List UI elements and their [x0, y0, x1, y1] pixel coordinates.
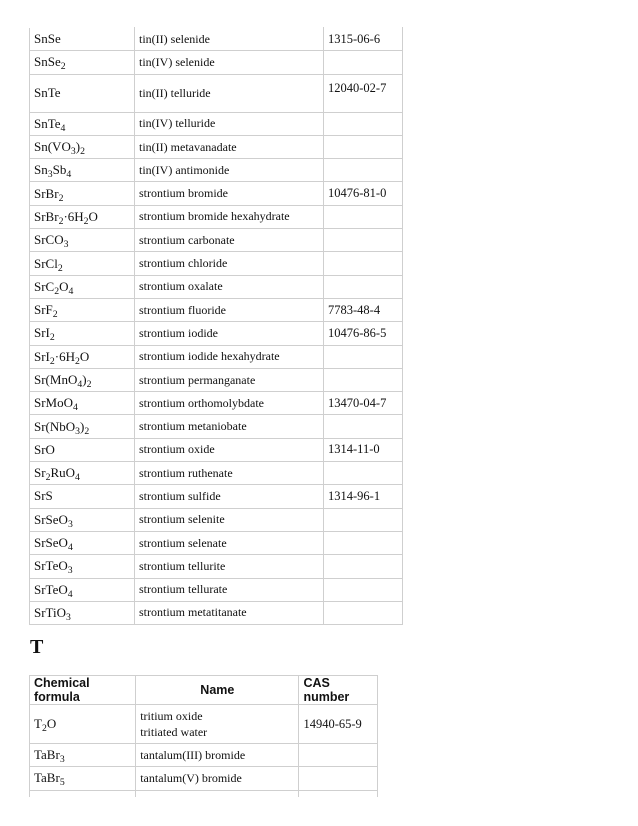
name-cell: strontium fluoride — [135, 298, 324, 321]
name-cell: tantalum(V) bromide — [136, 767, 299, 790]
compounds-table-t-body — [30, 705, 378, 797]
name-cell: tin(II) metavanadate — [135, 135, 324, 158]
name-cell: tin(IV) selenide — [135, 51, 324, 74]
formula-cell: SnTe$_4$ — [30, 112, 135, 135]
table-row — [30, 205, 403, 228]
name-cell: strontium chloride — [135, 252, 324, 275]
cas-cell — [324, 275, 403, 298]
table-row — [30, 345, 403, 368]
formula-cell: SrTiO$_3$ — [30, 601, 135, 624]
table-row — [30, 601, 403, 624]
name-cell: strontium carbonate — [135, 229, 324, 252]
table-row-partial — [30, 790, 378, 797]
table-row — [30, 744, 378, 767]
formula-cell: $T_2O$ — [30, 705, 136, 744]
name-cell: strontium tellurite — [135, 555, 324, 578]
cas-cell — [324, 229, 403, 252]
formula-cell: $Sr_2RuO_4$ — [30, 462, 135, 485]
name-cell: strontium bromide — [135, 182, 324, 205]
formula-cell: SrSeO$_4$ — [30, 531, 135, 554]
cas-cell — [324, 345, 403, 368]
formula-cell: SnTe — [30, 74, 135, 112]
name-cell: strontium oxalate — [135, 275, 324, 298]
formula-cell: $Sn(VO_3)_2$ — [30, 135, 135, 158]
name-cell: strontium iodide — [135, 322, 324, 345]
table-row — [30, 275, 403, 298]
empty-cell — [136, 790, 299, 797]
name-cell: tin(IV) antimonide — [135, 159, 324, 182]
name-cell: strontium permanganate — [135, 368, 324, 391]
table-row — [30, 555, 403, 578]
formula-cell: $SrI_2\cdot 6H_2O$ — [30, 345, 135, 368]
table-row — [30, 578, 403, 601]
cas-cell — [324, 555, 403, 578]
name-cell: strontium tellurate — [135, 578, 324, 601]
cas-cell — [324, 578, 403, 601]
formula-cell: SrSeO$_3$ — [30, 508, 135, 531]
name-cell: tin(IV) telluride — [135, 112, 324, 135]
cas-cell: 1314-96-1 — [324, 485, 403, 508]
table-row — [30, 705, 378, 744]
table-row — [30, 159, 403, 182]
name-cell: strontium sulfide — [135, 485, 324, 508]
name-cell: tin(II) selenide — [135, 28, 324, 51]
cas-cell — [324, 415, 403, 438]
cas-cell: 12040-02-7 — [324, 74, 403, 112]
table-row — [30, 368, 403, 391]
table-header-row — [30, 676, 378, 705]
table-row — [30, 51, 403, 74]
name-cell: strontium oxide — [135, 438, 324, 461]
cas-cell — [324, 508, 403, 531]
compounds-table-t — [29, 675, 378, 797]
cas-cell — [324, 252, 403, 275]
cas-cell — [324, 112, 403, 135]
cas-cell: 13470-04-7 — [324, 392, 403, 415]
table-row — [30, 252, 403, 275]
formula-cell: TaBr$_5$ — [30, 767, 136, 790]
cas-cell — [324, 601, 403, 624]
cas-cell: 7783-48-4 — [324, 298, 403, 321]
name-cell: tantalum(III) bromide — [136, 744, 299, 767]
name-cell: strontium metatitanate — [135, 601, 324, 624]
empty-cell — [299, 790, 378, 797]
table-row — [30, 28, 403, 51]
table-row — [30, 298, 403, 321]
formula-cell: SrO — [30, 438, 135, 461]
formula-cell: SrCO$_3$ — [30, 229, 135, 252]
formula-cell: SrCl$_2$ — [30, 252, 135, 275]
formula-cell: $SrBr_2\cdot 6H_2O$ — [30, 205, 135, 228]
formula-cell: SnSe$_2$ — [30, 51, 135, 74]
table-row — [30, 112, 403, 135]
cas-cell: 1315-06-6 — [324, 28, 403, 51]
name-cell: strontium orthomolybdate — [135, 392, 324, 415]
name-cell: strontium iodide hexahydrate — [135, 345, 324, 368]
formula-cell: SrTeO$_3$ — [30, 555, 135, 578]
cas-cell: 10476-86-5 — [324, 322, 403, 345]
table-row — [30, 322, 403, 345]
formula-cell: SrS — [30, 485, 135, 508]
cas-cell — [299, 744, 378, 767]
compounds-table-s-body — [30, 28, 403, 625]
table-row — [30, 182, 403, 205]
table-row — [30, 392, 403, 415]
header-chemical-formula: Chemical formula — [30, 676, 136, 705]
cas-cell: 14940-65-9 — [299, 705, 378, 744]
formula-cell: SrTeO$_4$ — [30, 578, 135, 601]
formula-cell: SnSe — [30, 28, 135, 51]
name-cell: strontium metaniobate — [135, 415, 324, 438]
cas-cell — [324, 51, 403, 74]
cas-cell — [324, 159, 403, 182]
table-row — [30, 508, 403, 531]
section-heading-t: T — [30, 636, 44, 658]
cas-cell: 1314-11-0 — [324, 438, 403, 461]
table-row — [30, 415, 403, 438]
formula-cell: $Sr(MnO_4)_2$ — [30, 368, 135, 391]
header-name: Name — [136, 676, 299, 705]
formula-cell: SrMoO$_4$ — [30, 392, 135, 415]
formula-cell: $Sr(NbO_3)_2$ — [30, 415, 135, 438]
table-row — [30, 438, 403, 461]
table-row — [30, 767, 378, 790]
table-row — [30, 462, 403, 485]
cas-cell: 10476-81-0 — [324, 182, 403, 205]
cas-cell — [324, 135, 403, 158]
compounds-table-s — [29, 27, 403, 625]
formula-cell: $Sn_3Sb_4$ — [30, 159, 135, 182]
name-cell: strontium selenate — [135, 531, 324, 554]
name-cell: strontium bromide hexahydrate — [135, 205, 324, 228]
table-row — [30, 485, 403, 508]
cas-cell — [324, 205, 403, 228]
formula-cell: TaBr$_3$ — [30, 744, 136, 767]
name-cell: tin(II) telluride — [135, 74, 324, 112]
formula-cell: SrI$_2$ — [30, 322, 135, 345]
cas-cell — [324, 462, 403, 485]
empty-cell — [30, 790, 136, 797]
formula-cell: SrF$_2$ — [30, 298, 135, 321]
name-cell: tritium oxide tritiated water — [136, 705, 299, 744]
table-row — [30, 74, 403, 112]
table-row — [30, 135, 403, 158]
table-row — [30, 531, 403, 554]
formula-cell: SrBr$_2$ — [30, 182, 135, 205]
cas-cell — [324, 531, 403, 554]
header-cas-number: CAS number — [299, 676, 378, 705]
name-cell: strontium ruthenate — [135, 462, 324, 485]
name-cell: strontium selenite — [135, 508, 324, 531]
cas-cell — [299, 767, 378, 790]
table-row — [30, 229, 403, 252]
cas-cell — [324, 368, 403, 391]
formula-cell: $SrC_2O_4$ — [30, 275, 135, 298]
